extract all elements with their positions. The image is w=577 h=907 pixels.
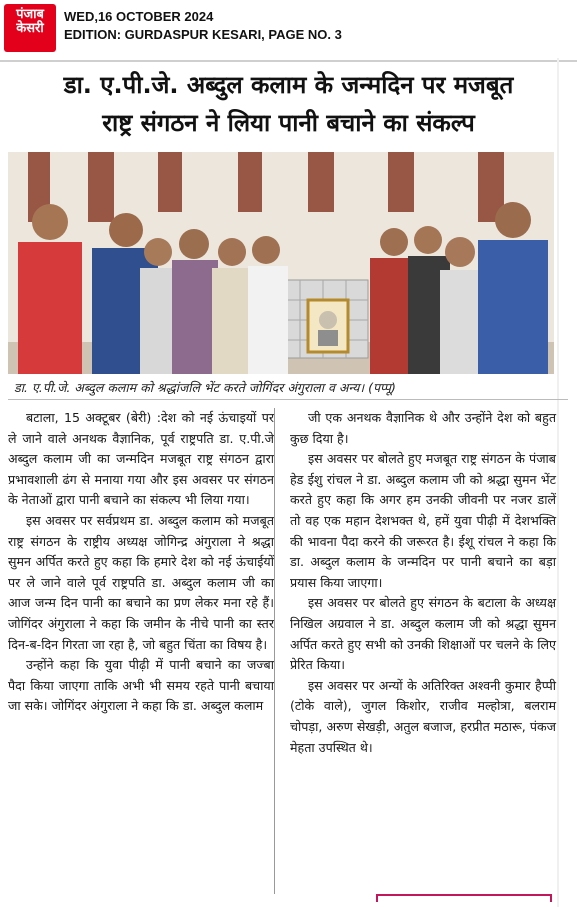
header-divider: [0, 60, 577, 62]
paragraph: उन्होंने कहा कि युवा पीढ़ी में पानी बचाने का जज्बा पैदा किया जाएगा ताकि अभी भी समय रहते पानी बचाया जा सके। जोगिंदर अंगुराला ने कहा कि डा. अब्दुल कलाम: [8, 657, 274, 714]
logo-line-2: केसरी: [16, 20, 44, 36]
next-article-accent: [376, 894, 552, 902]
logo-line-1: पंजाब: [16, 7, 44, 22]
masthead: [0, 0, 577, 58]
paragraph: इस अवसर पर बोलते हुए मजबूत राष्ट्र संगठन के पंजाब हेड ईशु रांचल ने डा. अब्दुल कलाम जी को श्रद्धा सुमन भेंट करते हुए कहा कि अगर हम उनकी जीवनी पर नजर डालें तो वह एक महान देशभक्त थे, हमें युवा पीढ़ी में देशभक्ति की भावना पैदा करने की जरूरत है। ईशू रांचल ने कहा कि डा. अब्दुल कलाम के जन्मदिन पर पानी बचाने का बड़ा प्रयास किया जाएगा।: [290, 451, 556, 590]
page-edge: [557, 58, 559, 907]
paragraph: जी एक अनथक वैज्ञानिक थे और उन्होंने देश को बहुत कुछ दिया है।: [290, 410, 556, 446]
photo-caption: डा. ए.पी.जे. अब्दुल कलाम को श्रद्धांजलि भेंट करते जोगिंदर अंगुराला व अन्य। (पप्पू): [8, 376, 568, 400]
article-headline: [6, 66, 571, 152]
edition-label: EDITION: GURDASPUR KESARI, PAGE NO. 3: [64, 27, 342, 42]
headline-line-1: डा. ए.पी.जे. अब्दुल कलाम के जन्मदिन पर मजबूत: [63, 71, 514, 99]
paragraph: बटाला, 15 अक्टूबर (बेरी) :देश को नई ऊंचाइयों पर ले जाने वाले अनथक वैज्ञानिक, पूर्व राष्ट्रपति डा. ए.पी.जे अब्दुल कलाम जी का जन्मदिन मजबूत राष्ट्र संगठन द्वारा प्रभावशाली ढंग से मनाया गया और इस अवसर पर संगठन के नेताओं द्वारा पानी बचाने का संकल्प भी लिया गया।: [8, 410, 274, 508]
paragraph: इस अवसर पर बोलते हुए संगठन के बटाला के अध्यक्ष निखिल अग्रवाल ने डा. अब्दुल कलाम जी को श्रद्धा सुमन अर्पित करते हुए सभी को उनकी शिक्षाओं पर चलने के लिए प्रेरित किया।: [290, 595, 556, 673]
headline-line-2: राष्ट्र संगठन ने लिया पानी बचाने का संकल्प: [102, 109, 475, 137]
event-photo-illustration: [8, 152, 554, 374]
article-column-left: [8, 408, 274, 894]
punjab-kesari-logo: [4, 4, 56, 52]
article-body: [8, 408, 556, 894]
paragraph: इस अवसर पर अन्यों के अतिरिक्त अश्वनी कुमार हैप्पी (टोके वाले), जुगल किशोर, राजीव मल्होत्रा, बलराम चोपड़ा, अरुण सेखड़ी, अतुल बजाज, हरप्रीत मठारू, पंकज मेहता उपस्थित थे।: [290, 677, 556, 755]
article-column-right: [290, 408, 556, 894]
publication-date: WED,16 OCTOBER 2024: [64, 9, 214, 24]
event-photo: [8, 152, 554, 374]
edition-info: [64, 8, 342, 44]
paragraph: इस अवसर पर सर्वप्रथम डा. अब्दुल कलाम को मजबूत राष्ट्र संगठन के राष्ट्रीय अध्यक्ष जोगिन्द्र अंगुराला ने श्रद्धा सुमन अर्पित करते हुए कहा कि हमारे देश को नई ऊंचाईयों पर ले जाने वाले पूर्व राष्ट्रपति डा. अब्दुल कलाम जी का आज जन्म दिन पानी का बचाने का प्रण लेकर मना रहे हैं। जोगिंदर अंगुराला ने कहा कि जमीन के नीचे पानी का स्तर दिन-ब-दिन गिरता जा रहा है, जो बहुत चिंता का विषय है।: [8, 512, 274, 652]
column-divider: [274, 408, 275, 894]
